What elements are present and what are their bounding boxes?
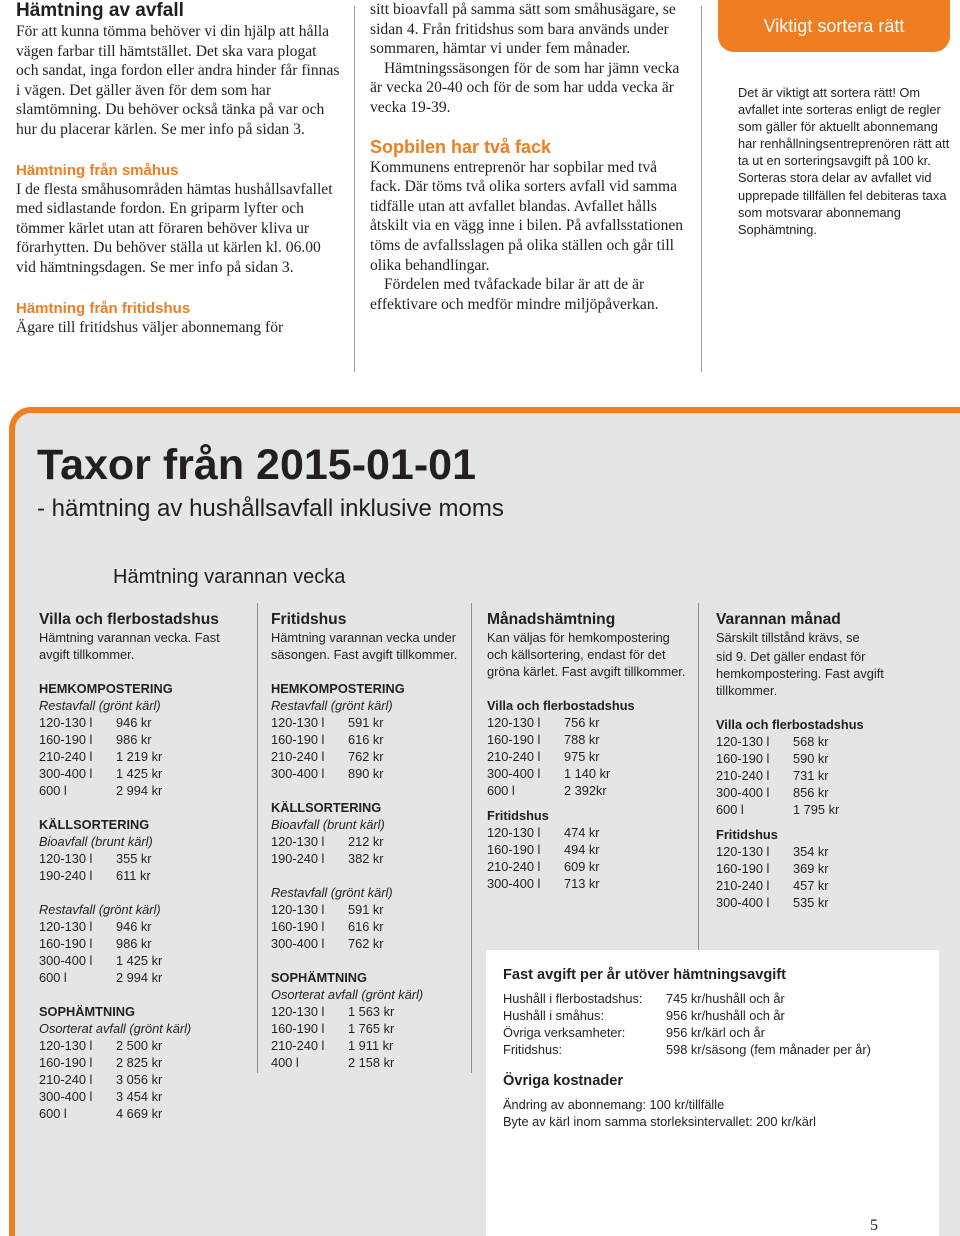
villa-kallsort-sub1: Bioavfall (brunt kärl) <box>39 834 153 849</box>
price-row <box>716 894 936 911</box>
manad-villa-rows <box>487 714 687 799</box>
manad-heading: Månadshämtning <box>487 611 616 628</box>
fritids-soph-sub: Osorterat avfall (grönt kärl) <box>271 987 424 1002</box>
price-row <box>716 801 936 818</box>
fritids-hemkomp-rows <box>271 714 461 782</box>
villa-hemkomp-rows <box>39 714 239 799</box>
fritids-kallsort-sub2: Restavfall (grönt kärl) <box>271 885 393 900</box>
container-size: 300-400 l <box>487 766 541 781</box>
price-row <box>271 850 461 867</box>
fritids-kallsort-rows1 <box>271 833 461 867</box>
price-row <box>487 748 687 765</box>
fritids-heading: Fritidshus <box>271 611 347 628</box>
varannan-desc2: sid 9. Det gäller endast för hemkompostering. Fast avgift tillkommer. <box>716 649 884 698</box>
price: 946 kr <box>116 919 152 934</box>
price-row <box>271 918 461 935</box>
fee-label: Övriga verksamheter: <box>503 1025 626 1040</box>
container-size: 600 l <box>39 970 67 985</box>
container-size: 120-130 l <box>271 1004 325 1019</box>
container-size: 160-190 l <box>271 1021 325 1036</box>
price-row <box>39 867 239 884</box>
fee-row <box>503 1041 939 1058</box>
column-divider <box>701 6 702 372</box>
container-size: 300-400 l <box>39 1089 93 1104</box>
varannan-heading: Varannan månad <box>716 611 841 628</box>
price-row <box>271 1020 461 1037</box>
season-paragraph: Hämtningssäsongen för de som har jämn vecka är vecka 20-40 och för de som har udda vecka är vecka 19-39. <box>370 59 680 116</box>
price-row <box>271 731 461 748</box>
price: 2 994 kr <box>116 970 163 985</box>
price: 1 140 kr <box>564 766 611 781</box>
container-size: 160-190 l <box>271 732 325 747</box>
container-size: 120-130 l <box>39 715 93 730</box>
price: 1 765 kr <box>348 1021 395 1036</box>
price-row <box>716 843 936 860</box>
fixed-fee-rows <box>503 990 939 1058</box>
container-size: 210-240 l <box>716 768 770 783</box>
manad-fritids-title: Fritidshus <box>487 808 549 823</box>
sopbil-advantage-paragraph: Fördelen med tvåfackade bilar är att de är effektivare och medför mindre miljöpåverkan. <box>370 276 659 313</box>
container-size: 300-400 l <box>271 766 325 781</box>
tariff-column-manadshamtning <box>487 611 687 892</box>
container-size: 210-240 l <box>271 1038 325 1053</box>
price: 609 kr <box>564 859 600 874</box>
price-row <box>39 1088 239 1105</box>
villa-hemkomp-title: HEMKOMPOSTERING <box>39 681 173 696</box>
container-size: 120-130 l <box>271 902 325 917</box>
fee-label: Hushåll i småhus: <box>503 1008 604 1023</box>
fixed-fee-box <box>486 950 939 1236</box>
price: 2 994 kr <box>116 783 163 798</box>
villa-kallsort-rows1 <box>39 850 239 884</box>
container-size: 120-130 l <box>39 1038 93 1053</box>
container-size: 190-240 l <box>39 868 93 883</box>
container-size: 300-400 l <box>271 936 325 951</box>
fritids-desc: Hämtning varannan vecka under säsongen. Fast avgift tillkommer. <box>271 630 458 662</box>
container-size: 210-240 l <box>487 749 541 764</box>
price: 591 kr <box>348 902 384 917</box>
other-cost-row: Ändring av abonnemang: 100 kr/tillfälle <box>503 1097 725 1112</box>
container-size: 300-400 l <box>716 895 770 910</box>
other-costs-title: Övriga kostnader <box>503 1073 624 1089</box>
price-row <box>487 841 687 858</box>
fee-value: 956 kr/kärl och år <box>666 1025 765 1040</box>
price: 756 kr <box>564 715 600 730</box>
price: 2 500 kr <box>116 1038 163 1053</box>
price: 568 kr <box>793 734 829 749</box>
price-row <box>39 1037 239 1054</box>
price: 369 kr <box>793 861 829 876</box>
container-size: 120-130 l <box>487 715 541 730</box>
tariff-divider <box>257 603 258 1073</box>
sidebar-text: Det är viktigt att sortera rätt! Om avfallet inte sorteras enligt de regler som gäller för aktuellt abonnemang har renhållningsentreprenören rätt att ta ut en sorteringsavgift på 100 kr. Sorteras stora delar av avfallet vid upprepade tillfällen fel debiteras taxa som motsvarar abonnemang Sophämtning. <box>738 85 950 237</box>
container-size: 600 l <box>487 783 515 798</box>
container-size: 160-190 l <box>271 919 325 934</box>
price: 355 kr <box>116 851 152 866</box>
column-2 <box>370 0 688 314</box>
container-size: 210-240 l <box>716 878 770 893</box>
page-number: 5 <box>870 1217 878 1234</box>
price: 474 kr <box>564 825 600 840</box>
price-row <box>39 1105 239 1122</box>
price: 3 454 kr <box>116 1089 163 1104</box>
container-size: 120-130 l <box>271 834 325 849</box>
price: 2 392kr <box>564 783 607 798</box>
varannan-villa-rows <box>716 733 936 818</box>
price: 3 056 kr <box>116 1072 163 1087</box>
price-row <box>39 918 239 935</box>
villa-soph-rows <box>39 1037 239 1122</box>
price: 713 kr <box>564 876 600 891</box>
container-size: 300-400 l <box>487 876 541 891</box>
container-size: 600 l <box>716 802 744 817</box>
price: 762 kr <box>348 749 384 764</box>
fritids-soph-title: SOPHÄMTNING <box>271 970 367 985</box>
container-size: 210-240 l <box>39 1072 93 1087</box>
manad-fritids-rows <box>487 824 687 892</box>
container-size: 300-400 l <box>716 785 770 800</box>
price-row <box>271 714 461 731</box>
container-size: 210-240 l <box>39 749 93 764</box>
price-row <box>271 1054 461 1071</box>
container-size: 120-130 l <box>39 919 93 934</box>
other-costs-rows <box>503 1096 939 1130</box>
heading-smahus: Hämtning från småhus <box>16 161 179 179</box>
price-row <box>39 748 239 765</box>
villa-soph-sub: Osorterat avfall (grönt kärl) <box>39 1021 192 1036</box>
price: 975 kr <box>564 749 600 764</box>
villa-kallsort-rows2 <box>39 918 239 986</box>
villa-heading: Villa och flerbostadshus <box>39 611 219 628</box>
manad-villa-title: Villa och flerbostadshus <box>487 698 635 713</box>
price-row <box>39 850 239 867</box>
price-row <box>271 1037 461 1054</box>
tariff-subtitle: - hämtning av hushållsavfall inklusive moms <box>37 495 504 522</box>
tariff-title: Taxor från 2015-01-01 <box>37 441 476 489</box>
price-row <box>487 782 687 799</box>
villa-desc: Hämtning varannan vecka. Fast avgift tillkommer. <box>39 630 220 662</box>
price: 2 825 kr <box>116 1055 163 1070</box>
container-size: 160-190 l <box>716 751 770 766</box>
price-row <box>271 833 461 850</box>
price-row <box>487 714 687 731</box>
fritids-hemkomp-sub: Restavfall (grönt kärl) <box>271 698 393 713</box>
container-size: 160-190 l <box>39 1055 93 1070</box>
container-size: 210-240 l <box>271 749 325 764</box>
price: 2 158 kr <box>348 1055 395 1070</box>
column-divider <box>354 6 355 372</box>
price: 382 kr <box>348 851 384 866</box>
price-row <box>271 765 461 782</box>
heading-hamtning-av-avfall: Hämtning av avfall <box>16 0 184 21</box>
fixed-fee-title: Fast avgift per år utöver hämtningsavgift <box>503 967 787 983</box>
villa-hemkomp-sub: Restavfall (grönt kärl) <box>39 698 161 713</box>
price-row <box>39 731 239 748</box>
container-size: 300-400 l <box>39 953 93 968</box>
price-row <box>716 767 936 784</box>
tariff-column-villa <box>39 611 239 1122</box>
price: 591 kr <box>348 715 384 730</box>
price-row <box>39 935 239 952</box>
price-row <box>716 877 936 894</box>
container-size: 300-400 l <box>39 766 93 781</box>
price: 535 kr <box>793 895 829 910</box>
sidebar-sortera-ratt <box>718 0 950 238</box>
price: 986 kr <box>116 936 152 951</box>
container-size: 160-190 l <box>716 861 770 876</box>
price: 354 kr <box>793 844 829 859</box>
container-size: 160-190 l <box>39 732 93 747</box>
fritids-kallsort-rows2 <box>271 901 461 952</box>
price-row <box>271 935 461 952</box>
price-row <box>271 748 461 765</box>
price: 762 kr <box>348 936 384 951</box>
container-size: 400 l <box>271 1055 299 1070</box>
sopbil-paragraph: Kommunens entreprenör har sopbilar med två fack. Där töms två olika sorters avfall vid samma tidfälle utan att avfallet blandas. Avfallet hålls åtskilt via en vägg inne i bilen. På avfallsstationen töms de avfallsslagen på olika ställen och går till olika behandlingar. <box>370 158 684 274</box>
fee-row <box>503 1007 939 1024</box>
price-row <box>487 824 687 841</box>
price: 1 425 kr <box>116 953 163 968</box>
fee-row <box>503 990 939 1007</box>
bioavfall-paragraph: sitt bioavfall på samma sätt som småhusägare, se sidan 4. Från fritidshus som bara används under sommaren, hämtar vi under fem månader. <box>370 1 676 58</box>
container-size: 210-240 l <box>487 859 541 874</box>
price-row <box>716 784 936 801</box>
price: 611 kr <box>116 868 151 883</box>
price-row <box>716 750 936 767</box>
container-size: 120-130 l <box>271 715 325 730</box>
villa-soph-title: SOPHÄMTNING <box>39 1004 135 1019</box>
price: 590 kr <box>793 751 829 766</box>
container-size: 160-190 l <box>487 842 541 857</box>
price-row <box>487 765 687 782</box>
fee-label: Hushåll i flerbostadshus: <box>503 991 643 1006</box>
container-size: 600 l <box>39 783 67 798</box>
price-row <box>39 714 239 731</box>
fritids-kallsort-sub1: Bioavfall (brunt kärl) <box>271 817 385 832</box>
container-size: 160-190 l <box>39 936 93 951</box>
tariff-column-fritidshus <box>271 611 461 1071</box>
fee-row <box>503 1024 939 1041</box>
price-row <box>39 1054 239 1071</box>
price-row <box>39 1071 239 1088</box>
container-size: 600 l <box>39 1106 67 1121</box>
price: 1 911 kr <box>348 1038 394 1053</box>
heading-fritidshus: Hämtning från fritidshus <box>16 299 191 317</box>
tariff-section-heading: Hämtning varannan vecka <box>113 566 346 588</box>
varannan-villa-title: Villa och flerbostadshus <box>716 717 864 732</box>
container-size: 120-130 l <box>716 734 770 749</box>
price: 1 563 kr <box>348 1004 395 1019</box>
price: 457 kr <box>793 878 829 893</box>
container-size: 190-240 l <box>271 851 325 866</box>
price: 212 kr <box>348 834 384 849</box>
manad-desc: Kan väljas för hemkompostering och källsortering, endast för det gröna kärlet. Fast avgift tillkommer. <box>487 630 686 679</box>
container-size: 120-130 l <box>716 844 770 859</box>
container-size: 120-130 l <box>39 851 93 866</box>
price: 1 425 kr <box>116 766 163 781</box>
fritids-kallsort-title: KÄLLSORTERING <box>271 800 382 815</box>
tariff-box <box>9 407 960 1236</box>
container-size: 120-130 l <box>487 825 541 840</box>
price-row <box>487 875 687 892</box>
tariff-column-varannan-manad <box>716 611 936 911</box>
varannan-fritids-rows <box>716 843 936 911</box>
price-row <box>39 782 239 799</box>
price: 616 kr <box>348 919 384 934</box>
price-row <box>487 858 687 875</box>
intro-paragraph: För att kunna tömma behöver vi din hjälp att hålla vägen farbar till hämtstället. Det ska vara plogat och sandat, inga fordon eller andra hinder får finnas i vägen. Det gäller även för dem som har slamtömning. Du behöver också tänka på var och hur du placerar kärlen. Se mer info på sidan 3. <box>16 23 340 138</box>
fee-value: 745 kr/hushåll och år <box>666 991 785 1006</box>
price-row <box>271 901 461 918</box>
price-row <box>39 952 239 969</box>
tariff-divider <box>471 603 472 1073</box>
fritids-hemkomp-title: HEMKOMPOSTERING <box>271 681 405 696</box>
villa-kallsort-title: KÄLLSORTERING <box>39 817 150 832</box>
price-row <box>271 1003 461 1020</box>
varannan-fritids-title: Fritidshus <box>716 827 778 842</box>
price: 1 219 kr <box>116 749 163 764</box>
price: 494 kr <box>564 842 600 857</box>
heading-sopbilen: Sopbilen har två fack <box>370 136 552 157</box>
price: 788 kr <box>564 732 600 747</box>
fee-value: 598 kr/säsong (fem månader per år) <box>666 1042 871 1057</box>
fritids-soph-rows <box>271 1003 461 1071</box>
price: 946 kr <box>116 715 152 730</box>
varannan-desc1: Särskilt tillstånd krävs, se <box>716 630 860 645</box>
price: 731 kr <box>793 768 829 783</box>
fritidshus-paragraph: Ägare till fritidshus väljer abonnemang för <box>16 318 284 336</box>
price: 1 795 kr <box>793 802 840 817</box>
price-row <box>39 969 239 986</box>
fee-value: 956 kr/hushåll och år <box>666 1008 785 1023</box>
villa-kallsort-sub2: Restavfall (grönt kärl) <box>39 902 161 917</box>
price-row <box>716 733 936 750</box>
price: 856 kr <box>793 785 829 800</box>
other-cost-row: Byte av kärl inom samma storleksintervallet: 200 kr/kärl <box>503 1114 816 1129</box>
price: 4 669 kr <box>116 1106 163 1121</box>
sidebar-title: Viktigt sortera rätt <box>718 0 950 52</box>
price-row <box>39 765 239 782</box>
price: 986 kr <box>116 732 152 747</box>
price: 616 kr <box>348 732 384 747</box>
price-row <box>716 860 936 877</box>
price-row <box>487 731 687 748</box>
price: 890 kr <box>348 766 384 781</box>
smahus-paragraph: I de flesta småhusområden hämtas hushållsavfallet med sidlastande fordon. En griparm lyfter och tömmer kärlet utan att föraren behöver kliva ur förarhytten. Du behöver ställa ut kärlen kl. 06.00 vid hämtningsdagen. Se mer info på sidan 3. <box>16 180 333 276</box>
container-size: 160-190 l <box>487 732 541 747</box>
column-1 <box>16 0 340 337</box>
fee-label: Fritidshus: <box>503 1042 563 1057</box>
